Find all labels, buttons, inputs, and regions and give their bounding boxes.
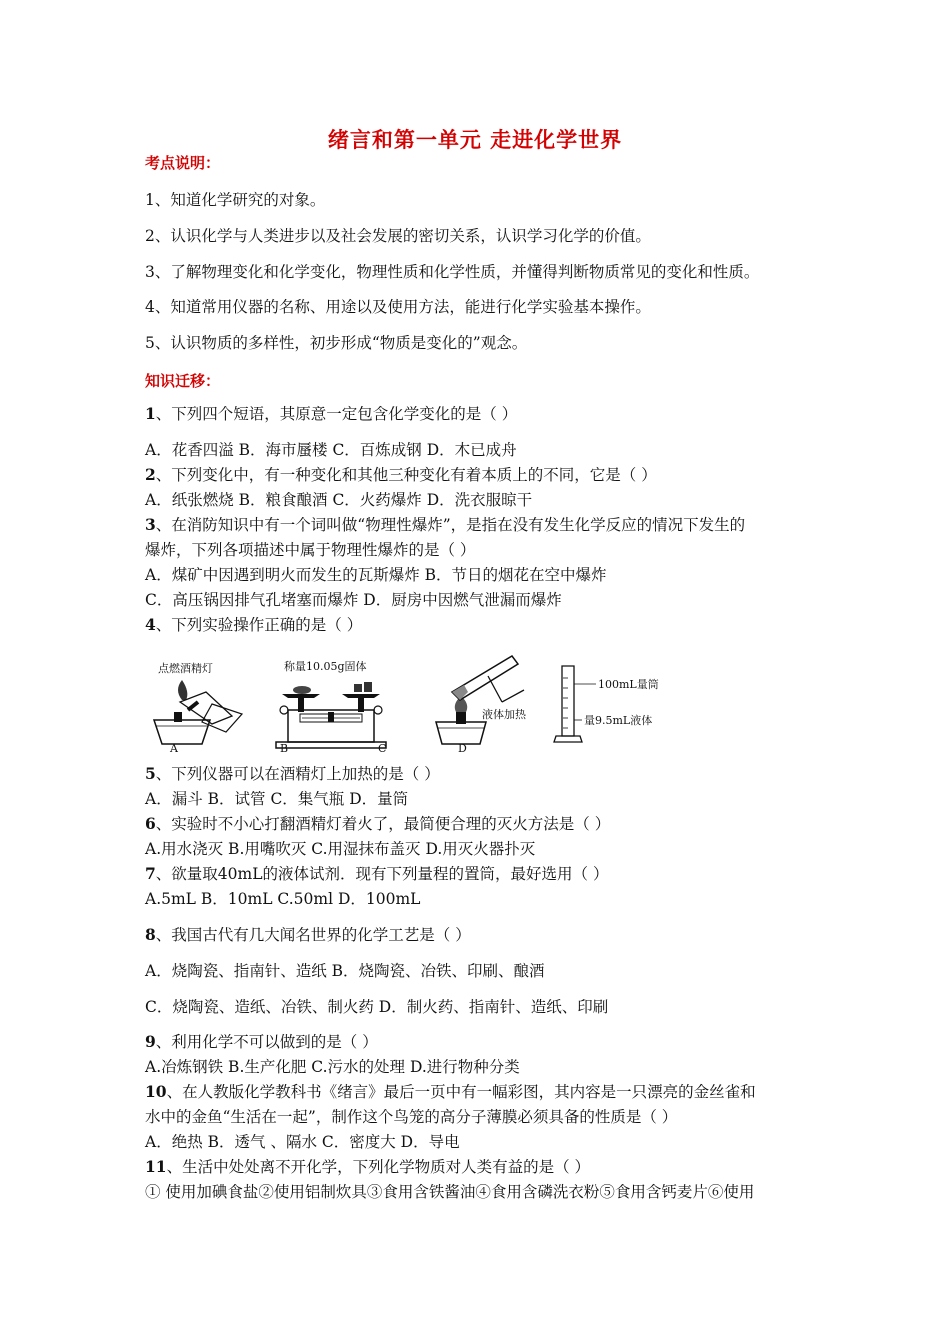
section-heading-kaodian: 考点说明： xyxy=(145,154,221,172)
question-9 xyxy=(145,1032,378,1052)
question-10-stem-cont: 水中的金鱼“生活在一起”，制作这个鸟笼的高分子薄膜必须具备的性质是（ ） xyxy=(145,1108,678,1126)
question-number: 9 xyxy=(145,1032,156,1051)
question-6 xyxy=(145,814,610,834)
question-number: 1 xyxy=(145,404,156,423)
question-2-options: A．纸张燃烧 B．粮食酿酒 C．火药爆炸 D．洗衣服晾干 xyxy=(145,491,533,509)
question-number: 8 xyxy=(145,925,156,944)
question-11 xyxy=(145,1157,590,1177)
question-11-options: ① 使用加碘食盐②使用铝制炊具③食用含铁酱油④食用含磷洗衣粉⑤食用含钙麦片⑥使用 xyxy=(145,1183,755,1201)
question-7 xyxy=(145,864,608,884)
question-stem: 、下列实验操作正确的是（ ） xyxy=(155,616,363,634)
question-3-options: A．煤矿中因遇到明火而发生的瓦斯爆炸 B．节日的烟花在空中爆炸 xyxy=(145,566,607,584)
question-3 xyxy=(145,515,745,535)
panel-e-measuring-cylinder xyxy=(554,666,659,742)
panel-e-caption-2: 量9.5mL液体 xyxy=(584,714,653,727)
page-title: 绪言和第一单元 走进化学世界 xyxy=(327,127,623,152)
question-number: 7 xyxy=(145,864,156,883)
question-3-options-2: C．高压锅因排气孔堵塞而爆炸 D．厨房中因燃气泄漏而爆炸 xyxy=(145,591,562,609)
panel-b-caption: 称量10.05g固体 xyxy=(284,660,367,673)
panel-e-caption-1: 100mL量筒 xyxy=(598,678,659,691)
question-10 xyxy=(145,1082,756,1102)
question-stem: 、下列仪器可以在酒精灯上加热的是（ ） xyxy=(155,765,440,783)
question-stem: 、在人教版化学教科书《绪言》最后一页中有一幅彩图，其内容是一只漂亮的金丝雀和 xyxy=(166,1083,756,1101)
panel-a-letter: A xyxy=(170,742,178,755)
lab-operations-figure xyxy=(152,652,692,757)
point-3: 3、了解物理变化和化学变化，物理性质和化学性质，并懂得判断物质常见的变化和性质。 xyxy=(145,263,760,281)
question-6-options: A.用水浇灭 B.用嘴吹灭 C.用湿抹布盖灭 D.用灭火器扑灭 xyxy=(145,840,536,858)
question-8-options: A．烧陶瓷、指南针、造纸 B．烧陶瓷、冶铁、印刷、酿酒 xyxy=(145,962,545,980)
question-number: 10 xyxy=(145,1082,167,1101)
question-number: 6 xyxy=(145,814,156,833)
question-stem: 、我国古代有几大闻名世界的化学工艺是（ ） xyxy=(155,926,471,944)
point-5: 5、认识物质的多样性，初步形成“物质是变化的”观念。 xyxy=(145,334,528,352)
question-5-options: A．漏斗 B．试管 C．集气瓶 D．量筒 xyxy=(145,790,409,808)
question-5 xyxy=(145,764,440,784)
question-1-options: A．花香四溢 B．海市蜃楼 C．百炼成钢 D．木已成舟 xyxy=(145,441,517,459)
question-stem: 、生活中处处离不开化学，下列化学物质对人类有益的是（ ） xyxy=(166,1158,591,1176)
question-4 xyxy=(145,615,362,635)
panel-d-letter: D xyxy=(458,742,467,755)
question-8 xyxy=(145,925,471,945)
question-1 xyxy=(145,404,517,424)
panel-d-heating-liquid xyxy=(436,656,527,755)
point-4: 4、知道常用仪器的名称、用途以及使用方法，能进行化学实验基本操作。 xyxy=(145,298,651,316)
question-stem: 、实验时不小心打翻酒精灯着火了，最简便合理的灭火方法是（ ） xyxy=(155,815,611,833)
question-stem: 、下列变化中，有一种变化和其他三种变化有着本质上的不同，它是（ ） xyxy=(155,466,657,484)
panel-d-caption: 液体加热 xyxy=(482,708,526,721)
lab-operations-svg xyxy=(152,652,692,757)
question-2 xyxy=(145,465,657,485)
panel-b-letter: B xyxy=(280,742,289,755)
question-9-options: A.冶炼钢铁 B.生产化肥 C.污水的处理 D.进行物种分类 xyxy=(145,1058,520,1076)
panel-c-letter: C xyxy=(378,742,387,755)
question-stem: 、利用化学不可以做到的是（ ） xyxy=(155,1033,378,1051)
question-number: 4 xyxy=(145,615,156,634)
panel-a-caption: 点燃酒精灯 xyxy=(158,662,213,675)
question-8-options-2: C．烧陶瓷、造纸、冶铁、制火药 D．制火药、指南针、造纸、印刷 xyxy=(145,998,609,1016)
question-number: 11 xyxy=(145,1157,167,1176)
panel-a-lighting-lamp xyxy=(154,661,242,755)
question-number: 5 xyxy=(145,764,156,783)
panel-bc-balance xyxy=(276,659,386,755)
question-number: 2 xyxy=(145,465,156,484)
question-7-options: A.5mL B．10mL C.50ml D．100mL xyxy=(145,890,421,908)
section-heading-zhishi: 知识迁移： xyxy=(145,372,221,390)
question-3-stem-cont: 爆炸，下列各项描述中属于物理性爆炸的是（ ） xyxy=(145,541,476,559)
question-stem: 、欲量取40mL的液体试剂．现有下列量程的置筒，最好选用（ ） xyxy=(155,865,609,883)
point-2: 2、认识化学与人类进步以及社会发展的密切关系，认识学习化学的价值。 xyxy=(145,227,651,245)
question-stem: 、在消防知识中有一个词叫做“物理性爆炸”，是指在没有发生化学反应的情况下发生的 xyxy=(155,516,746,534)
point-1: 1、知道化学研究的对象。 xyxy=(145,191,326,209)
question-stem: 、下列四个短语，其原意一定包含化学变化的是（ ） xyxy=(155,405,518,423)
question-10-options: A．绝热 B．透气 、隔水 C．密度大 D．导电 xyxy=(145,1133,460,1151)
question-number: 3 xyxy=(145,515,156,534)
